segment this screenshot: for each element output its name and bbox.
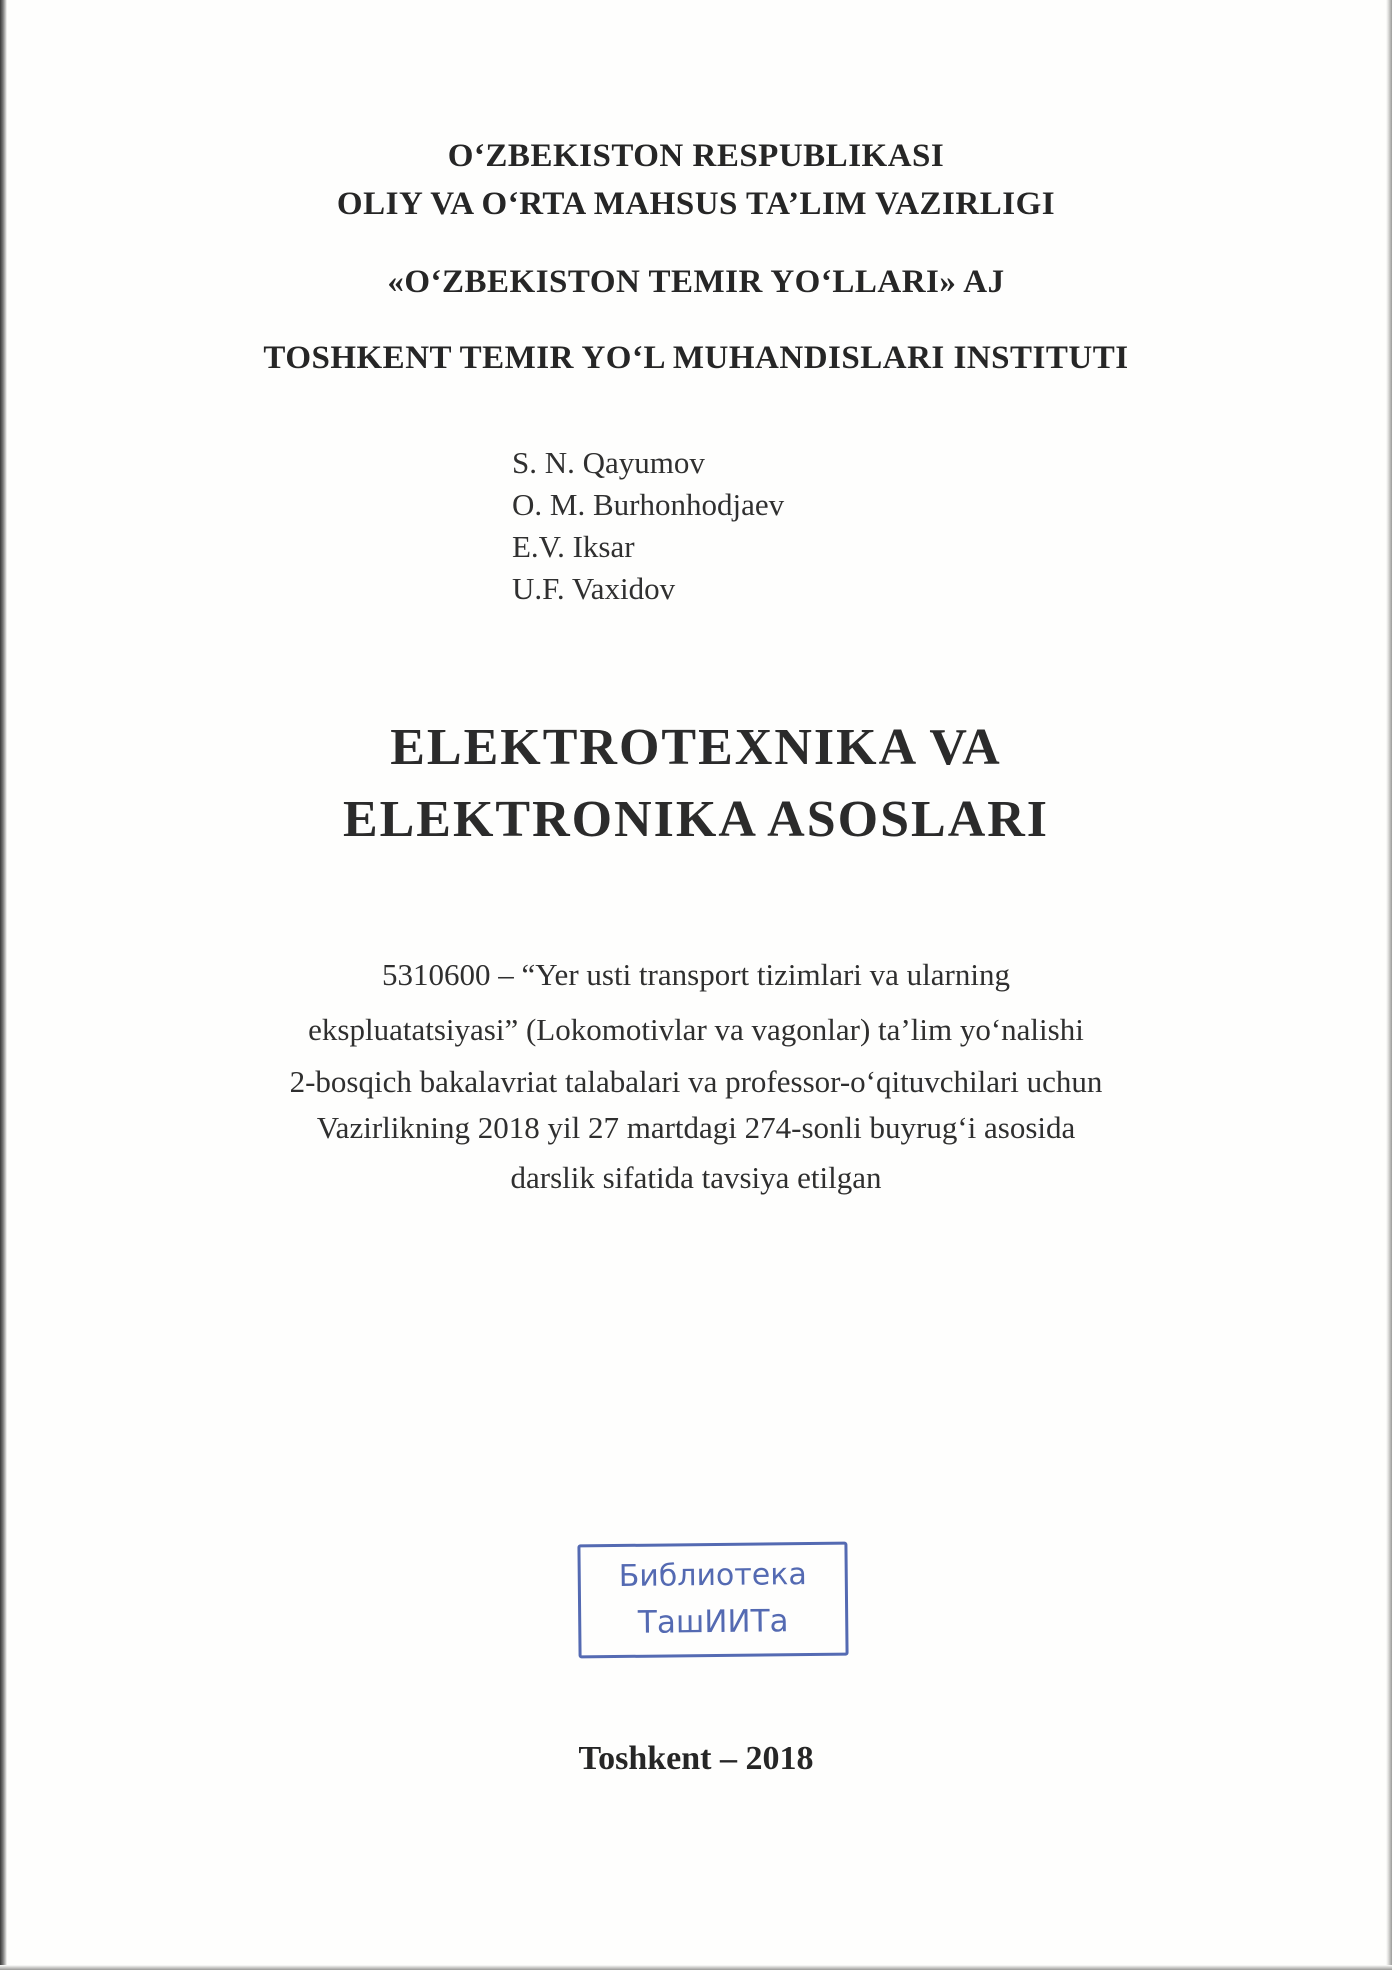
header-institute: TOSHKENT TEMIR YO‘L MUHANDISLARI INSTITUTI [263,340,1129,376]
header-ministry: OLIY VA O‘RTA MAHSUS TA’LIM VAZIRLIGI [336,186,1056,222]
book-title-line-2: ELEKTRONIKA ASOSLARI [342,791,1050,848]
author-name: E.V. Iksar [512,529,635,564]
stamp-line-1: Библиотека [618,1557,807,1594]
author-list [512,442,784,610]
header-railways: «O‘ZBEKISTON TEMIR YO‘LLARI» AJ [387,264,1005,300]
description-line: darslik sifatida tavsiya etilgan [510,1160,882,1195]
description-line: Vazirlikning 2018 yil 27 martdagi 274-sonli buyrug‘i asosida [316,1110,1076,1145]
description-line: 2-bosqich bakalavriat talabalari va professor-o‘qituvchilari uchun [289,1064,1103,1099]
author-name: O. M. Burhonhodjaev [512,487,785,522]
header-republic: O‘ZBEKISTON RESPUBLIKASI [447,138,945,174]
page-bottom-edge [0,1965,1392,1970]
description-line: 5310600 – “Yer usti transport tizimlari va ularning [382,957,1010,992]
description-line: ekspluatatsiyasi” (Lokomotivlar va vagonlar) ta’lim yo‘nalishi [308,1012,1084,1047]
library-stamp [577,1542,848,1659]
place-and-year: Toshkent – 2018 [578,1740,814,1777]
author-name: U.F. Vaxidov [512,571,676,606]
book-title-line-1: ELEKTROTEXNIKA VA [390,719,1002,776]
author-name: S. N. Qayumov [512,445,705,480]
stamp-line-2: ТашИИТа [637,1603,789,1641]
